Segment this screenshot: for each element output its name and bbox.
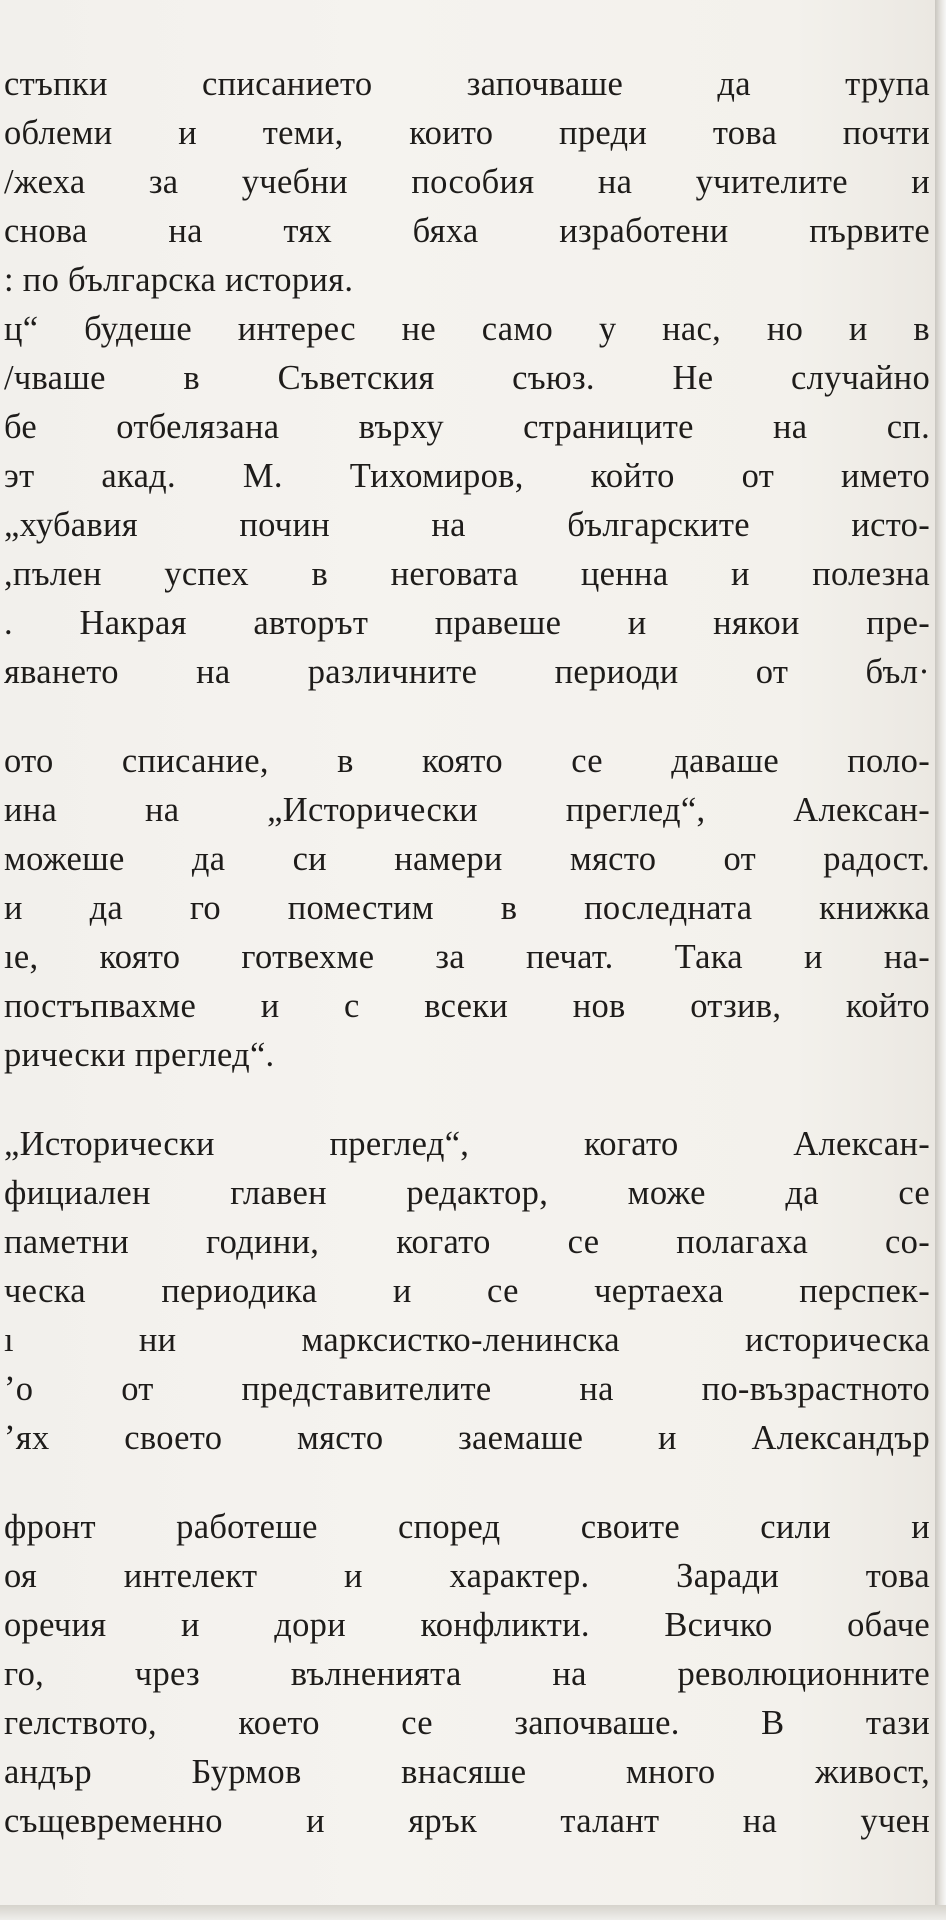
- text-line: същевременно и ярък талант на учен: [4, 1802, 930, 1840]
- text-line: /жеха за учебни пособия на учителите и: [4, 163, 930, 201]
- text-line: ʼях своето място заемаше и Александър: [4, 1419, 930, 1457]
- text-line: оречия и дори конфликти. Всичко обаче: [4, 1606, 930, 1644]
- text-line: можеше да си намери място от радост.: [4, 840, 930, 878]
- text-line: ц“ будеше интерес не само у нас, но и в: [4, 310, 930, 348]
- text-line: яването на различните периоди от бъл·: [4, 653, 930, 691]
- text-line: и да го поместим в последната книжка: [4, 889, 930, 927]
- text-line: оя интелект и характер. Заради това: [4, 1557, 930, 1595]
- text-line: ,пълен успех в неговата ценна и полезна: [4, 555, 930, 593]
- text-line: ческа периодика и се чертаеха перспек-: [4, 1272, 930, 1310]
- text-line: фронт работеше според своите сили и: [4, 1508, 930, 1546]
- text-line: андър Бурмов внасяше много живост,: [4, 1753, 930, 1791]
- text-line: гелството, което се започваше. В тази: [4, 1704, 930, 1742]
- text-line: паметни години, когато се полагаха со-: [4, 1223, 930, 1261]
- text-line: ı ни марксистко-ленинска историческа: [4, 1321, 930, 1359]
- text-line: го, чрез вълненията на революционните: [4, 1655, 930, 1693]
- text-line: эт акад. М. Тихомиров, който от името: [4, 457, 930, 495]
- text-line: ина на „Исторически преглед“, Алексан-: [4, 791, 930, 829]
- text-line: . Накрая авторът правеше и някои пре-: [4, 604, 930, 642]
- text-line: „Исторически преглед“, когато Алексан-: [4, 1125, 930, 1163]
- text-line: ото списание, в която се даваше поло-: [4, 742, 930, 780]
- text-line: облеми и теми, които преди това почти: [4, 114, 930, 152]
- text-line: ʼо от представителите на по-възрастното: [4, 1370, 930, 1408]
- page-edge-right: [935, 0, 946, 1920]
- text-line: рически преглед“.: [4, 1036, 275, 1074]
- page-text: [4, 60, 930, 1846]
- text-line: постъпвахме и с всеки нов отзив, който: [4, 987, 930, 1025]
- text-line: : по българска история.: [4, 261, 354, 299]
- text-line: /чваше в Съветския съюз. Не случайно: [4, 359, 930, 397]
- page-edge-bottom: [0, 1905, 946, 1920]
- text-line: стъпки списанието започваше да трупа: [4, 65, 930, 103]
- text-line: бе отбелязана върху страниците на сп.: [4, 408, 930, 446]
- text-line: „хубавия почин на българските исто-: [4, 506, 930, 544]
- text-line: снова на тях бяха изработени първите: [4, 212, 930, 250]
- text-line: ıе, която готвехме за печат. Така и на-: [4, 938, 930, 976]
- text-line: фициален главен редактор, може да се: [4, 1174, 930, 1212]
